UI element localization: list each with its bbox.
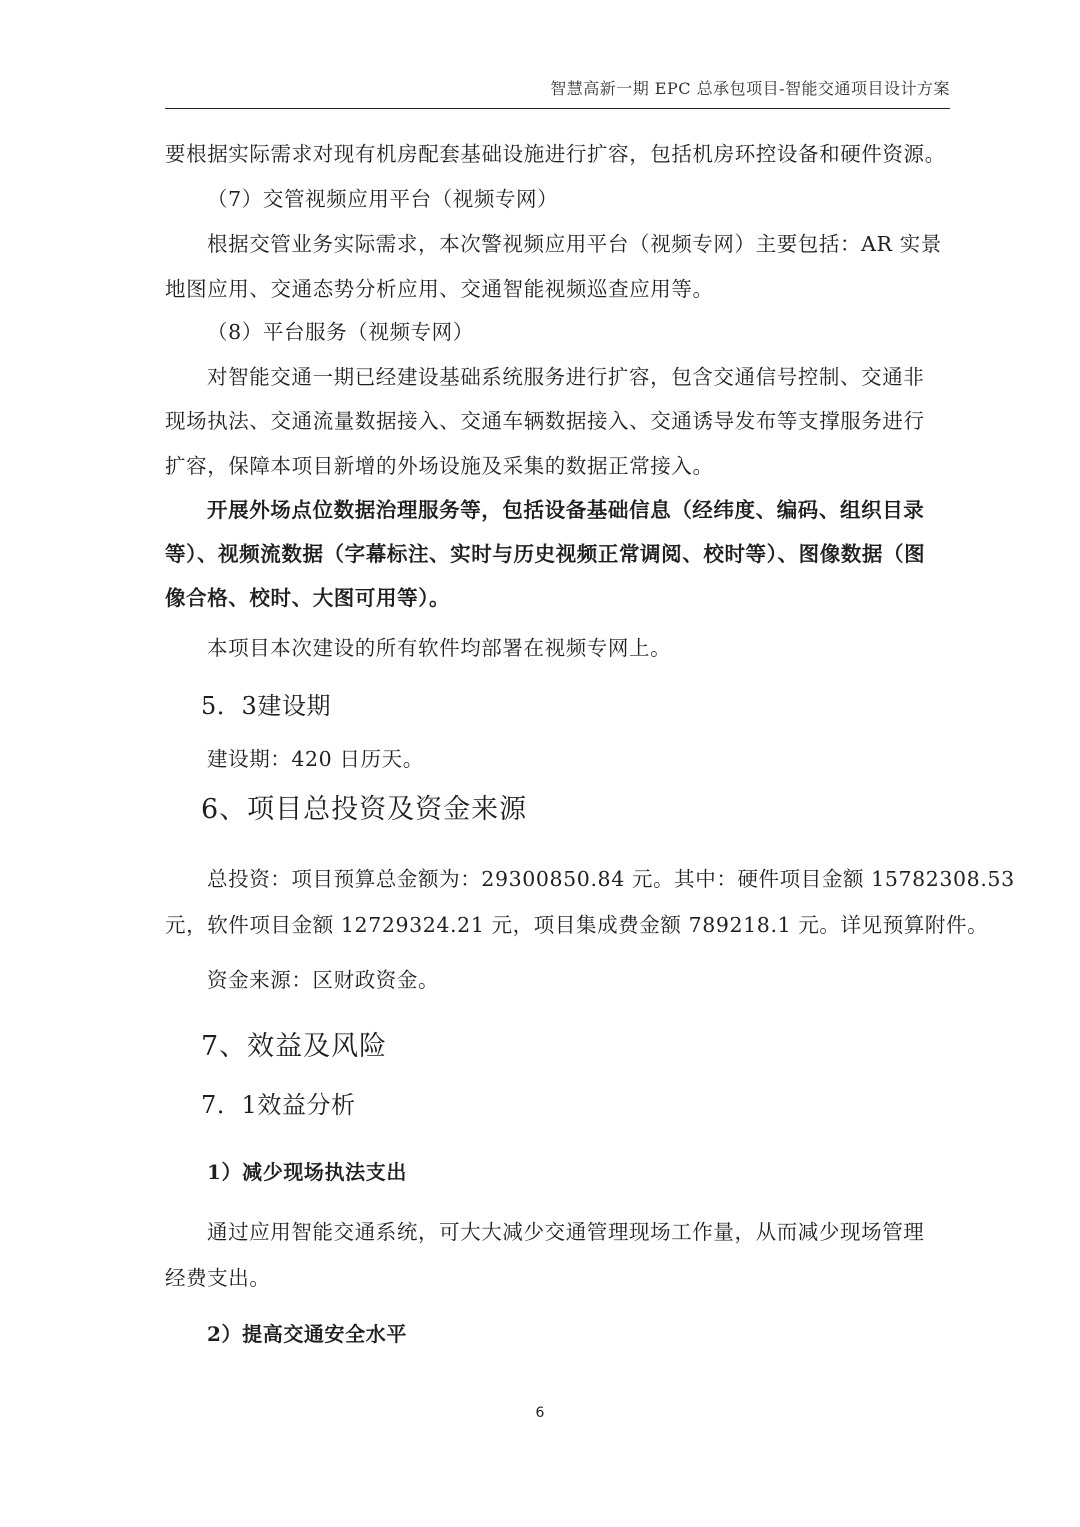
paragraph-line: 通过应用智能交通系统，可大大减少交通管理现场工作量，从而减少现场管理 [207, 1220, 925, 1244]
paragraph-line: 现场执法、交通流量数据接入、交通车辆数据接入、交通诱导发布等支撑服务进行 [165, 409, 925, 433]
heading-6: 6、项目总投资及资金来源 [201, 794, 528, 825]
paragraph-line-bold: 像合格、校时、大图可用等）。 [165, 586, 451, 610]
paragraph-line: 扩容，保障本项目新增的外场设施及采集的数据正常接入。 [165, 454, 714, 478]
paragraph-line: 元，软件项目金额 12729324.21 元，项目集成费金额 789218.1 元。详见预算附件。 [165, 913, 989, 937]
subheading-1: 1）减少现场执法支出 [207, 1160, 407, 1184]
paragraph-line: 总投资：项目预算总金额为：29300850.84 元。其中：硬件项目金额 15782308.53 [207, 867, 1015, 891]
paragraph-line: 本项目本次建设的所有软件均部署在视频专网上。 [207, 636, 672, 660]
paragraph-line-bold: 开展外场点位数据治理服务等，包括设备基础信息（经纬度、编码、组织目录 [207, 498, 925, 522]
paragraph-line: 经费支出。 [165, 1266, 271, 1290]
section-item-7: （7）交管视频应用平台（视频专网） [207, 187, 559, 211]
section-item-8: （8）平台服务（视频专网） [207, 320, 474, 344]
paragraph-line: 地图应用、交通态势分析应用、交通智能视频巡查应用等。 [165, 277, 714, 301]
paragraph-line: 要根据实际需求对现有机房配套基础设施进行扩容，包括机房环控设备和硬件资源。 [165, 142, 946, 166]
paragraph-line: 资金来源：区财政资金。 [207, 968, 440, 992]
heading-7-1: 7．1效益分析 [201, 1091, 356, 1119]
paragraph-line-bold: 等）、视频流数据（字幕标注、实时与历史视频正常调阅、校时等）、图像数据（图 [165, 542, 926, 566]
running-header: 智慧高新一期 EPC 总承包项目-智能交通项目设计方案 [550, 79, 950, 98]
heading-7: 7、效益及风险 [201, 1031, 388, 1062]
paragraph-line: 对智能交通一期已经建设基础系统服务进行扩容，包含交通信号控制、交通非 [207, 365, 925, 389]
heading-5-3: 5．3建设期 [201, 692, 332, 720]
page-number: 6 [535, 1405, 545, 1421]
paragraph-line: 建设期：420 日历天。 [207, 747, 424, 771]
paragraph-line: 根据交管业务实际需求，本次警视频应用平台（视频专网）主要包括：AR 实景 [207, 232, 942, 256]
subheading-2: 2）提高交通安全水平 [207, 1322, 407, 1346]
header-divider [165, 108, 950, 109]
